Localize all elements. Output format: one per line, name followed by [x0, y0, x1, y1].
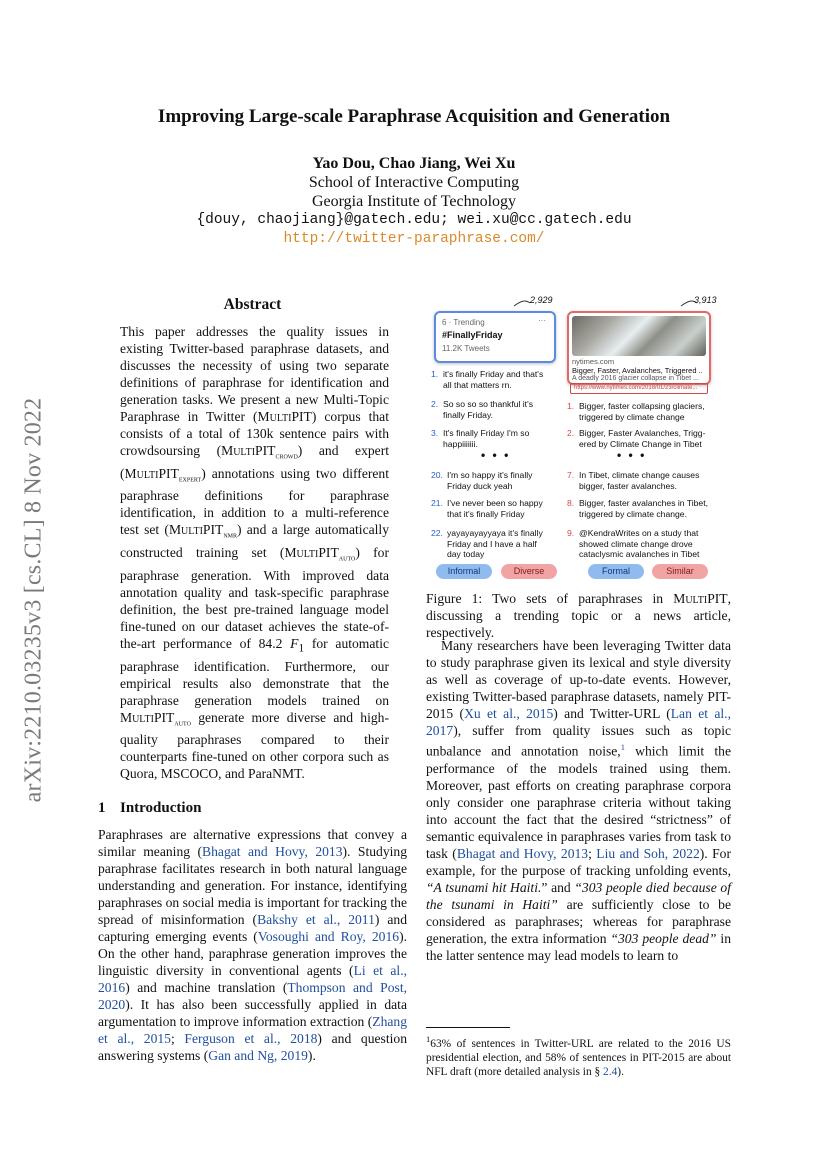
dataset-name: MultiPIT [257, 409, 312, 424]
item-number: 20. [431, 470, 443, 480]
body-span: ), suffer from quality issues such as topic unbalance and annotation noise, [426, 723, 731, 759]
abstract-span: ) annotations using two different paraphrase definitions for paraphrase identification, in addition to a multi-reference test set ( [120, 465, 389, 538]
dataset-name: MultiPIT [284, 545, 339, 561]
item-line: So so so so thankful it's [443, 399, 534, 409]
f1-symbol: F [290, 635, 299, 651]
item-line: Bigger, faster avalanches in Tibet, [579, 498, 708, 508]
news-description: A deadly 2016 glacier collapse in Tibet ... [572, 375, 699, 382]
citation-link[interactable]: Thompson and Post, 2020 [98, 980, 407, 1013]
pill-diverse: Diverse [501, 564, 557, 579]
ellipsis-dots: • • • [617, 448, 647, 462]
body-span: ) and Twitter-URL ( [553, 706, 671, 721]
dataset-name: MultiPIT [168, 522, 224, 538]
body-span: Paraphrases are alternative expressions that convey a similar meaning ( [98, 827, 407, 860]
arxiv-identifier-text: arXiv:2210.03235v3 [cs.CL] 8 Nov 2022 [20, 397, 47, 803]
item-number: 3. [431, 428, 439, 438]
citation-link[interactable]: Lan et al., 2017 [426, 706, 731, 738]
item-line: yayayayayyaya it's finally [447, 528, 543, 538]
body-span: in the latter sentence may lead models to learn to [426, 930, 731, 963]
section-number: 1 [98, 800, 106, 817]
item-line: In Tibet, climate change causes [579, 470, 700, 480]
trending-card[interactable] [434, 311, 556, 363]
item-line: that it's finally Friday [447, 508, 525, 519]
item-number: 9. [567, 528, 575, 538]
item-line: Bigger, Faster Avalanches, Trigg- [579, 428, 706, 438]
affiliation-institute: Georgia Institute of Technology [311, 193, 517, 210]
citation-link[interactable]: Li et al., 2016 [98, 963, 408, 996]
abstract-text [120, 323, 389, 782]
affiliation-school: School of Interactive Computing [308, 174, 520, 191]
pill-similar: Similar [652, 564, 708, 579]
left-column [98, 296, 407, 1064]
citation-link[interactable]: Liu and Soh, 2022 [596, 845, 700, 861]
quoted-example: “303 people dead” [610, 930, 717, 946]
pill-informal: Informal [436, 564, 492, 579]
trending-hashtag: #FinallyFriday [442, 330, 503, 340]
glacier-photo [572, 316, 706, 356]
arxiv-identifier [12, 360, 56, 840]
dataset-name: MultiPIT [124, 465, 179, 481]
figure-caption [426, 590, 731, 641]
body-span: ). Studying paraphrase facilitates research in both natural language understanding and generation. For instance, identifying paraphrases on social media is important for tracking the spread of misinformation ( [98, 844, 408, 928]
more-menu-icon[interactable]: ··· [538, 316, 546, 325]
paper-title: Improving Large-scale Paraphrase Acquisition and Generation [157, 106, 671, 127]
item-line: Friday and I have a half [447, 538, 537, 549]
citation-link[interactable]: Bakshy et al., 2011 [257, 912, 375, 928]
item-line: ered by Climate Change in Tibet [579, 438, 702, 449]
item-line: day today [447, 549, 485, 559]
body-span: ). For example, for the purpose of tracking unfolding events, [426, 845, 731, 878]
abstract-span: ) for paraphrase generation. With improved data annotation quality and task-specific paraphrase definition, the best pre-trained language model fine-tuned on our dataset achieves the state-of-the-art performance of 84.2 [120, 545, 390, 651]
item-number: 21. [431, 498, 443, 508]
dataset-subscript: expert [178, 473, 202, 484]
citation-link[interactable]: Gan and Ng, 2019 [208, 1048, 308, 1064]
item-number: 2. [431, 399, 439, 409]
citation-link[interactable]: Vosoughi and Roy, 2016 [257, 929, 400, 945]
citation-link[interactable]: Xu et al., 2015 [464, 706, 554, 721]
news-title: Bigger, Faster, Avalanches, Triggered .. [572, 366, 703, 375]
trending-meta: 6 · Trending [442, 318, 485, 327]
footnote-marker[interactable]: 1 [620, 742, 625, 752]
figure-1 [426, 294, 732, 586]
item-line: showed climate change drove [579, 538, 693, 549]
citation-link[interactable]: Bhagat and Hovy, 2013 [202, 844, 343, 860]
item-line: it's finally Friday and that's [443, 369, 544, 379]
body-span: ; [170, 1031, 185, 1047]
footnote-divider [426, 1027, 510, 1028]
body-span: ). [307, 1048, 316, 1064]
section-title: Introduction [120, 800, 202, 817]
news-card[interactable] [567, 311, 711, 385]
body-span: which limit the performance of the models trained using them. Moreover, past efforts on creating paraphrase corpora only consider one paraphrase criteria without taking into account the fact that the desired “strictness” of semantic equivalence in paraphrases varies from task to task ( [426, 743, 731, 861]
body-span: ). It has also been successfully applied in data argumentation to improve information extraction ( [98, 997, 407, 1030]
caption-span: , discussing a trending topic or a news article, respectively. [426, 591, 731, 640]
dataset-name: MultiPIT [673, 591, 728, 606]
intro-paragraph [98, 826, 407, 1064]
item-number: 8. [567, 498, 575, 508]
news-url-box[interactable]: https://www.nytimes.com/2018/01/23/climate... [570, 383, 708, 394]
body-span: ) and question answering systems ( [98, 1031, 407, 1064]
dataset-subscript: auto [174, 717, 191, 728]
dataset-name: MultiPIT [221, 443, 276, 458]
abstract-span: generate more diverse and high-quality paraphrases compared to their counterparts fine-tuned on other corpora such as Quora, MSCOCO, and ParaNMT. [120, 709, 389, 782]
item-line: bigger, faster avalanches. [579, 480, 677, 491]
author-names: Yao Dou, Chao Jiang, Wei Xu [312, 155, 516, 172]
footnote-span: ). [617, 1065, 624, 1078]
item-number: 7. [567, 470, 575, 480]
ellipsis-dots: • • • [481, 448, 511, 462]
item-line: triggered by climate change [579, 411, 685, 422]
abstract-span: for automatic paraphrase identification. Furthermore, our empirical results also demonstrate that the paraphrase generation models trained on [120, 635, 390, 708]
abstract-span: ) and a large automatically constructed training set ( [120, 522, 389, 561]
item-number: 1. [431, 369, 439, 379]
section-ref-link[interactable]: 2.4 [603, 1065, 618, 1078]
footnote-number: 1 [426, 1034, 431, 1044]
footnote [426, 1032, 731, 1079]
abstract-span: ) and expert ( [120, 443, 389, 481]
f1-subscript: 1 [298, 642, 305, 655]
abstract-heading: Abstract [223, 296, 282, 313]
quoted-example: “A tsunami hit Haiti. [426, 879, 542, 895]
citation-link[interactable]: Bhagat and Hovy, 2013 [456, 845, 589, 861]
news-source: nytimes.com [572, 357, 615, 366]
project-url-link[interactable]: http://twitter-paraphrase.com/ [283, 231, 545, 247]
tweet-count-left: 2,929 [530, 295, 553, 305]
body-span: ; [588, 845, 597, 861]
author-emails: {douy, chaojiang}@gatech.edu; wei.xu@cc.gatech.edu [196, 212, 632, 228]
dataset-name: MultiPIT [120, 709, 175, 725]
right-column [426, 637, 731, 964]
item-line: Bigger, faster collapsing glaciers, [579, 401, 705, 411]
item-line: finally Friday. [443, 409, 493, 420]
item-number: 2. [567, 428, 575, 438]
item-line: I'm so happy it's finally [447, 470, 533, 480]
section-heading-introduction [98, 800, 407, 817]
body-span: ” and [541, 879, 575, 895]
item-line: cataclysmic avalanches in Tibet [579, 549, 700, 559]
abstract-span: This paper addresses the quality issues in existing Twitter-based paraphrase datasets, and discusses the necessity of using two separate definitions of paraphrase for identification and generation tasks. We present a new Multi-Topic Paraphrase in Twitter ( [120, 324, 389, 424]
body-span: ) and machine translation ( [125, 980, 288, 996]
abstract-span: ) corpus that consists of a total of 130k sentence pairs with crowdsoursing ( [120, 409, 389, 458]
item-number: 22. [431, 528, 443, 538]
body-span: ). On the other hand, paraphrase generation improves the linguistic diversity in conventional agents ( [98, 929, 407, 979]
item-line: It's finally Friday I'm so [443, 428, 530, 438]
pill-formal: Formal [588, 564, 644, 579]
dataset-subscript: auto [338, 552, 356, 563]
item-line: Friday duck yeah [447, 480, 513, 491]
dataset-subscript: nmr [223, 530, 237, 541]
tweet-count-label: 11.2K Tweets [442, 344, 490, 353]
footnote-span: 63% of sentences in Twitter-URL are related to the 2016 US presidential election, and 58% of sentences in PIT-2015 are about NFL draft (more detailed analysis in § [426, 1037, 731, 1078]
quoted-example: “303 people died because of the tsunami in Haiti” [426, 879, 731, 912]
item-line: all that matters rn. [443, 379, 512, 390]
author-block [0, 154, 828, 249]
body-span: Many researchers have been leveraging Twitter data to study paraphrase given its lexical and style diversity as well as coverage of up-to-date events. However, existing Twitter-based paraphrase datasets, namely PIT-2015 ( [426, 638, 731, 721]
item-line: triggered by climate change. [579, 508, 687, 519]
citation-link[interactable]: Zhang et al., 2015 [98, 1014, 407, 1047]
item-line: I've never been so happy [447, 498, 543, 508]
body-span: ) and capturing emerging events ( [98, 912, 408, 945]
dataset-subscript: crowd [275, 450, 298, 461]
body-span: are sufficiently close to be considered as paraphrases; whereas for paraphrase generation, the extra information [426, 896, 731, 946]
caption-span: Figure 1: Two sets of paraphrases in [426, 591, 674, 606]
citation-link[interactable]: Ferguson et al., 2018 [184, 1031, 318, 1047]
item-line: happiiiiiii. [443, 438, 478, 449]
item-line: @KendraWrites on a study that [579, 528, 699, 538]
tweet-count-right: 3,913 [694, 295, 717, 305]
item-number: 1. [567, 401, 575, 411]
body-paragraph [426, 637, 731, 964]
